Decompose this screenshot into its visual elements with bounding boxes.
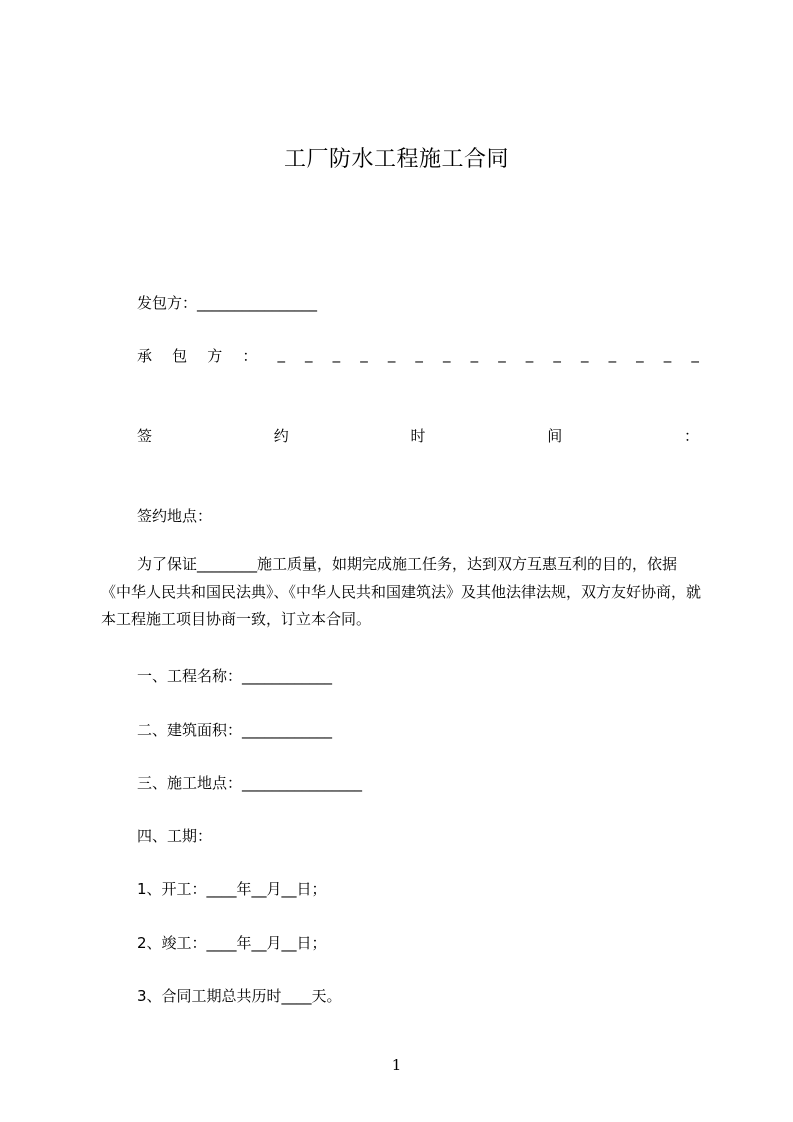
- party-b-blank: _: [277, 345, 285, 363]
- sign-time-char: 签: [137, 427, 153, 445]
- building-area-line: [137, 719, 332, 740]
- project-name-value: ____________: [242, 667, 333, 685]
- party-b-blank: _: [415, 345, 423, 363]
- intro-paragraph: [101, 551, 701, 634]
- total-line: [137, 985, 342, 1006]
- finish-line: [137, 932, 327, 953]
- sign-place-label: 签约地点：: [137, 507, 213, 525]
- party-b-blank: _: [553, 345, 561, 363]
- party-b-char: ：: [242, 347, 258, 365]
- party-b-char: 方: [207, 347, 223, 365]
- party-b-blank: _: [360, 345, 368, 363]
- party-a-line: [137, 292, 317, 313]
- sign-time-char: ：: [683, 427, 699, 445]
- party-b-blank: _: [470, 345, 479, 363]
- building-area-value: ____________: [242, 721, 333, 739]
- intro-blank: ________: [197, 555, 258, 573]
- party-b-char: 包: [172, 347, 188, 365]
- intro-part2: 施工质量，如期完成施工任务，达到双方互惠互利的目的，依据《中华人民共和国民法典》、《中华人民共和国建筑法》及其他法律法规，双方友好协商，就本工程施工项目协商一致，订立本合同。: [101, 555, 702, 628]
- total-prefix: 3、合同工期总共历时: [137, 987, 282, 1005]
- location-line: [137, 772, 362, 793]
- location-label: 三、施工地点：: [137, 774, 243, 792]
- intro-part1: 为了保证: [137, 555, 198, 573]
- party-b-blank: _: [332, 345, 341, 363]
- party-b-char: 承: [137, 347, 153, 365]
- project-name-label: 一、工程名称：: [137, 667, 243, 685]
- party-b-blank: _: [305, 345, 313, 363]
- party-a-value: ________________: [197, 294, 318, 312]
- page-number: 1: [391, 1056, 402, 1074]
- project-name-line: [137, 665, 332, 686]
- start-line: [137, 878, 327, 899]
- party-b-line: [137, 345, 699, 366]
- start-label: 1、开工：: [137, 880, 207, 898]
- finish-value: ____年__月__日；: [206, 934, 327, 952]
- party-b-blank: _: [525, 345, 534, 363]
- sign-time-char: 间: [547, 427, 563, 445]
- total-suffix: 天。: [311, 987, 342, 1005]
- sign-time-line: [137, 425, 699, 446]
- building-area-label: 二、建筑面积：: [137, 721, 243, 739]
- sign-time-char: 时: [410, 427, 426, 445]
- period-line: [137, 825, 212, 846]
- document-title: 工厂防水工程施工合同: [283, 147, 509, 172]
- finish-label: 2、竣工：: [137, 934, 207, 952]
- sign-place-line: [137, 505, 212, 526]
- total-value: ____: [281, 987, 312, 1005]
- party-b-blank: _: [636, 345, 644, 363]
- location-value: ________________: [242, 774, 363, 792]
- start-value: ____年__月__日；: [206, 880, 327, 898]
- party-a-label: 发包方：: [137, 294, 198, 312]
- period-label: 四、工期：: [137, 827, 213, 845]
- party-b-blank: _: [580, 345, 589, 363]
- party-b-blank: _: [691, 345, 699, 363]
- party-b-blank: _: [608, 345, 617, 363]
- party-b-blank: _: [498, 345, 506, 363]
- party-b-blank: _: [663, 345, 672, 363]
- party-b-blank: _: [443, 345, 451, 363]
- party-b-blank: _: [387, 345, 396, 363]
- sign-time-char: 约: [273, 427, 289, 445]
